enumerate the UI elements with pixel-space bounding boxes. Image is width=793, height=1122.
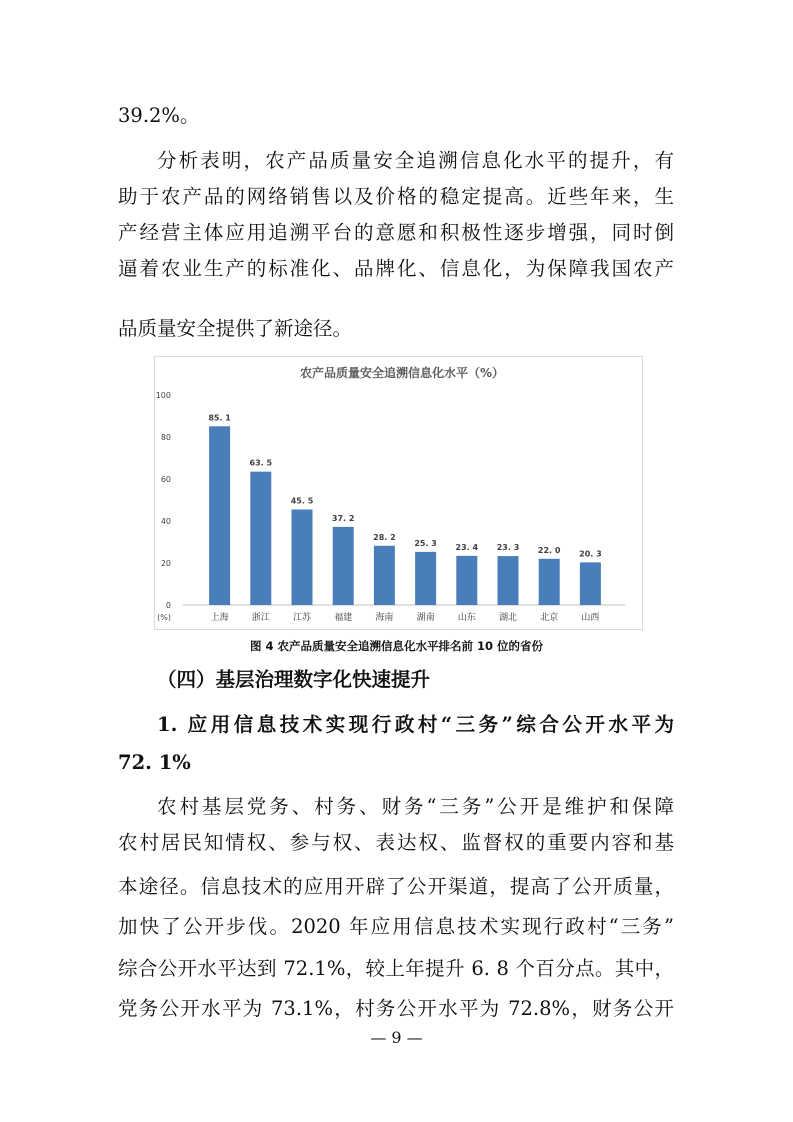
bar-5 <box>415 552 436 605</box>
bar-2 <box>292 509 313 605</box>
paragraph-line: 本途径。信息技术的应用开辟了公开渠道，提高了公开质量， <box>118 875 674 898</box>
data-label: 22. 0 <box>537 545 561 555</box>
x-tick-label: 湖北 <box>498 613 518 623</box>
paragraph-line: 农村居民知情权、参与权、表达权、监督权的重要内容和基 <box>118 831 674 854</box>
bar-8 <box>539 559 560 605</box>
bar-4 <box>374 546 395 605</box>
paragraph-line: 助于农产品的网络销售以及价格的稳定提高。近些年来，生 <box>118 185 674 208</box>
subsection-heading: 1. 应用信息技术实现行政村“三务”综合公开水平为 <box>157 713 674 736</box>
paragraph-line: 加快了公开步伐。2020 年应用信息技术实现行政村“三务” <box>118 915 674 938</box>
paragraph-line: 党务公开水平为 73.1%，村务公开水平为 72.8%，财务公开 <box>118 997 674 1020</box>
x-tick-label: 福建 <box>334 613 353 623</box>
x-tick-label: 浙江 <box>251 613 270 623</box>
bar-0 <box>209 426 230 605</box>
paragraph-line: 品质量安全提供了新途径。 <box>118 317 353 340</box>
paragraph-line: 分析表明，农产品质量安全追溯信息化水平的提升，有 <box>157 149 674 172</box>
x-tick-label: 湖南 <box>416 613 435 623</box>
x-tick-label: 山东 <box>457 613 476 623</box>
figure-caption: 图 4 农产品质量安全追溯信息化水平排名前 10 位的省份 <box>249 639 544 653</box>
y-unit-label: (%) <box>157 613 171 622</box>
subsection-heading-cont: 72. 1% <box>118 751 191 774</box>
bar-9 <box>580 562 601 605</box>
paragraph-line: 逼着农业生产的标准化、品牌化、信息化，为保障我国农产 <box>118 257 674 280</box>
y-tick-label: 80 <box>160 433 171 442</box>
data-label: 20. 3 <box>579 549 602 559</box>
x-tick-label: 上海 <box>210 613 229 623</box>
x-tick-label: 北京 <box>540 613 559 623</box>
chart-container <box>154 356 643 630</box>
section-heading: （四）基层治理数字化快速提升 <box>157 668 431 691</box>
paragraph-line: 39.2%。 <box>118 104 200 127</box>
data-label: 25. 3 <box>414 538 437 548</box>
data-label: 37. 2 <box>331 513 355 523</box>
data-label: 63. 5 <box>249 458 273 468</box>
y-tick-label: 100 <box>155 391 171 400</box>
y-tick-label: 0 <box>165 601 171 610</box>
bar-7 <box>498 556 519 605</box>
x-tick-label: 海南 <box>375 613 394 623</box>
x-tick-label: 江苏 <box>292 613 312 623</box>
y-tick-label: 60 <box>160 475 171 484</box>
data-label: 45. 5 <box>290 496 314 506</box>
paragraph-line: 综合公开水平达到 72.1%，较上年提升 6. 8 个百分点。其中， <box>118 957 674 980</box>
page-number: — 9 — <box>370 1028 423 1047</box>
bar-6 <box>456 556 477 605</box>
paragraph-line: 农村基层党务、村务、财务“三务”公开是维护和保障 <box>157 795 674 818</box>
x-tick-label: 山西 <box>581 613 600 623</box>
bar-3 <box>333 527 354 605</box>
bar-1 <box>250 472 271 605</box>
y-tick-label: 20 <box>160 559 171 568</box>
paragraph-line: 产经营主体应用追溯平台的意愿和积极性逐步增强，同时倒 <box>118 221 674 244</box>
chart-title: 农产品质量安全追溯信息化水平（%） <box>299 366 505 380</box>
y-tick-label: 40 <box>160 517 171 526</box>
data-label: 85. 1 <box>208 413 231 423</box>
data-label: 28. 2 <box>373 532 396 542</box>
bar-chart <box>155 357 642 629</box>
data-label: 23. 4 <box>455 542 479 552</box>
data-label: 23. 3 <box>496 543 520 553</box>
